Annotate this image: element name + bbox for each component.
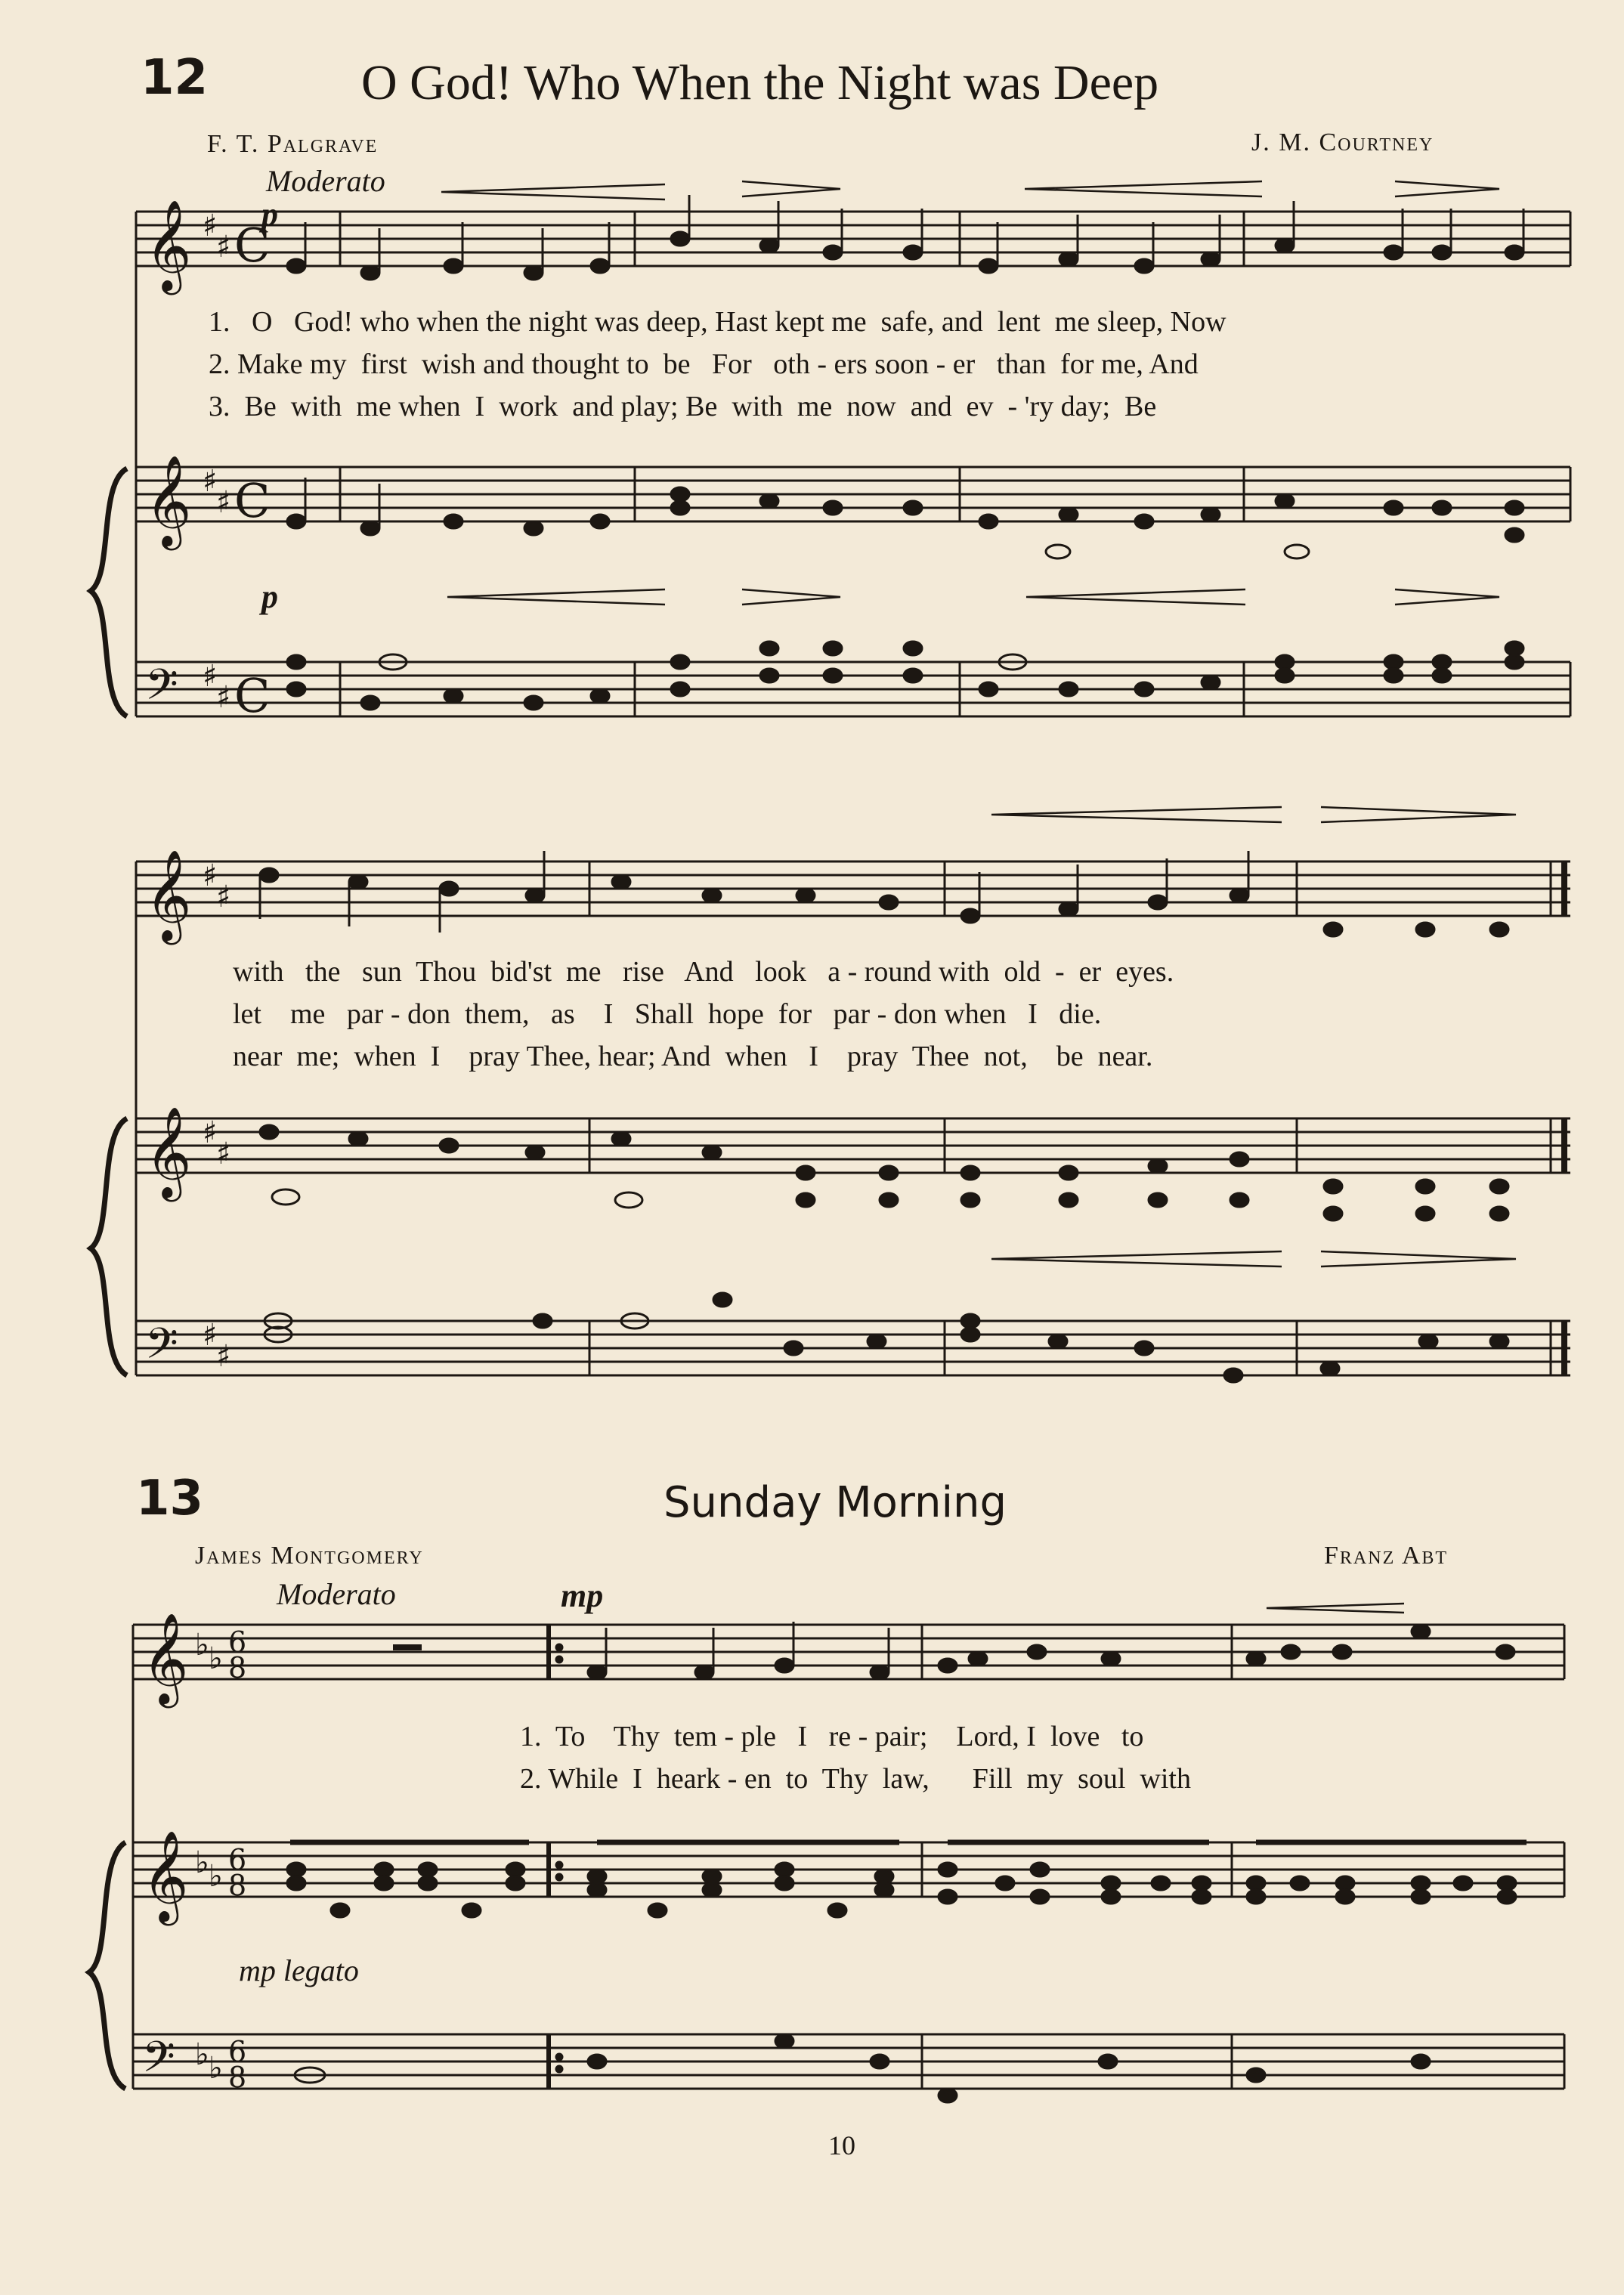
hymn-13-music-by: Franz Abt — [1324, 1542, 1449, 1570]
hymn-12-verse-1-line-2: with the sun Thou bid'st me rise And look a - round with old - er eyes. — [233, 956, 1174, 988]
svg-text:𝄞: 𝄞 — [145, 199, 192, 291]
svg-text:𝄞: 𝄞 — [145, 1106, 192, 1198]
hymn-12-dynamic-piano: p — [261, 578, 278, 615]
hymn-13-hairpin — [1267, 1604, 1404, 1613]
svg-text:𝄞: 𝄞 — [145, 454, 192, 546]
svg-text:6: 6 — [228, 1625, 247, 1659]
svg-text:6: 6 — [228, 2035, 247, 2068]
svg-text:♯: ♯ — [216, 1339, 231, 1374]
hymn-12-verse-1-line-1: 1. O God! who when the night was deep, Hast kept me safe, and lent me sleep, Now — [209, 306, 1227, 338]
hymn-12-tempo: Moderato — [266, 164, 385, 198]
svg-text:♭: ♭ — [195, 2037, 209, 2072]
svg-text:♭: ♭ — [195, 1628, 209, 1662]
svg-text:♯: ♯ — [203, 659, 218, 694]
svg-text:6: 6 — [228, 1843, 247, 1876]
svg-text:♭: ♭ — [195, 1845, 209, 1880]
hymn-13-words-by: James Montgomery — [195, 1542, 424, 1570]
svg-text:𝄢: 𝄢 — [142, 2033, 175, 2092]
hymn-13-brace — [89, 1842, 125, 2089]
svg-text:𝄞: 𝄞 — [145, 849, 192, 941]
hymn-13-tempo: Moderato — [277, 1577, 396, 1611]
hymn-13-verse-1: 1. To Thy tem - ple I re - pair; Lord, I love to — [520, 1721, 1144, 1752]
hymn-13-title: Sunday Morning — [664, 1478, 1007, 1527]
hymn-12-notes-2 — [260, 851, 1508, 1382]
hymn-13-notes — [287, 1622, 1527, 2102]
svg-text:8: 8 — [228, 2061, 247, 2094]
hymn-12-piano-treble-staff-2 — [136, 1118, 1570, 1173]
svg-text:𝄞: 𝄞 — [142, 1612, 189, 1704]
hymn-12-piano-treble-staff — [136, 467, 1570, 521]
svg-text:♯: ♯ — [216, 1137, 231, 1171]
hymn-12-vocal-staff-2 — [136, 861, 1570, 916]
page-number: 10 — [828, 2130, 855, 2160]
hymn-12-verse-3-line-1: 3. Be with me when I work and play; Be with me now and ev - 'ry day; Be — [209, 391, 1157, 422]
hymn-12-vocal-staff — [136, 212, 1570, 266]
svg-text:𝄢: 𝄢 — [145, 1319, 178, 1379]
hymn-12-brace-1 — [91, 469, 127, 716]
hymn-12-piano-bass-staff — [136, 212, 1570, 716]
hymn-12-hairpins-1 — [441, 181, 1499, 199]
svg-text:8: 8 — [228, 1869, 247, 1902]
svg-text:♯: ♯ — [203, 464, 218, 499]
hymn-12-clefs-1 — [145, 199, 270, 723]
hymn-13-verse-2: 2. While I heark - en to Thy law, Fill my soul with — [520, 1763, 1191, 1795]
svg-text:♯: ♯ — [203, 209, 218, 243]
hymn-12-verse-3-line-2: near me; when I pray Thee, hear; And when I pray Thee not, be near. — [233, 1041, 1153, 1072]
svg-text:C: C — [234, 473, 271, 528]
hymn-12-title: O God! Who When the Night was Deep — [361, 55, 1159, 110]
svg-text:♯: ♯ — [203, 1115, 218, 1150]
hymn-13-clefs — [142, 1612, 246, 2094]
svg-text:𝄞: 𝄞 — [142, 1830, 189, 1922]
hymn-13-dynamic-voice: mp — [561, 1577, 604, 1614]
svg-text:♯: ♯ — [216, 485, 231, 520]
svg-text:♭: ♭ — [209, 1641, 223, 1676]
hymn-12-clefs-2 — [145, 849, 230, 1379]
hymn-12-dynamic-voice: p — [261, 196, 278, 233]
svg-text:♯: ♯ — [216, 680, 231, 715]
hymn-13-number: 13 — [136, 1471, 204, 1526]
hymn-12-notes-treble-1 — [287, 478, 1523, 558]
hymn-12-verse-2-line-2: let me par - don them, as I Shall hope for par - don when I die. — [233, 998, 1102, 1030]
hymn-12-words-by: F. T. Palgrave — [207, 130, 379, 158]
hymn-12-music-by: J. M. Courtney — [1251, 128, 1434, 156]
svg-text:♯: ♯ — [216, 880, 231, 914]
svg-text:C: C — [234, 668, 271, 723]
svg-text:𝄢: 𝄢 — [145, 660, 178, 720]
svg-text:♭: ♭ — [209, 1859, 223, 1894]
hymn-13-dynamic-piano: mp legato — [239, 1953, 359, 1987]
hymn-12-hairpins-2 — [447, 589, 1499, 605]
hymn-12-verse-2-line-1: 2. Make my first wish and thought to be For oth - ers soon - er than for me, And — [209, 348, 1199, 380]
hymn-12-brace-2 — [91, 1118, 127, 1375]
svg-text:C: C — [234, 218, 271, 273]
hymn-12-number: 12 — [141, 50, 209, 106]
svg-text:8: 8 — [228, 1651, 247, 1684]
svg-text:♯: ♯ — [203, 858, 218, 893]
svg-text:♯: ♯ — [203, 1318, 218, 1353]
svg-text:♭: ♭ — [209, 2051, 223, 2086]
svg-text:♯: ♯ — [216, 230, 231, 264]
